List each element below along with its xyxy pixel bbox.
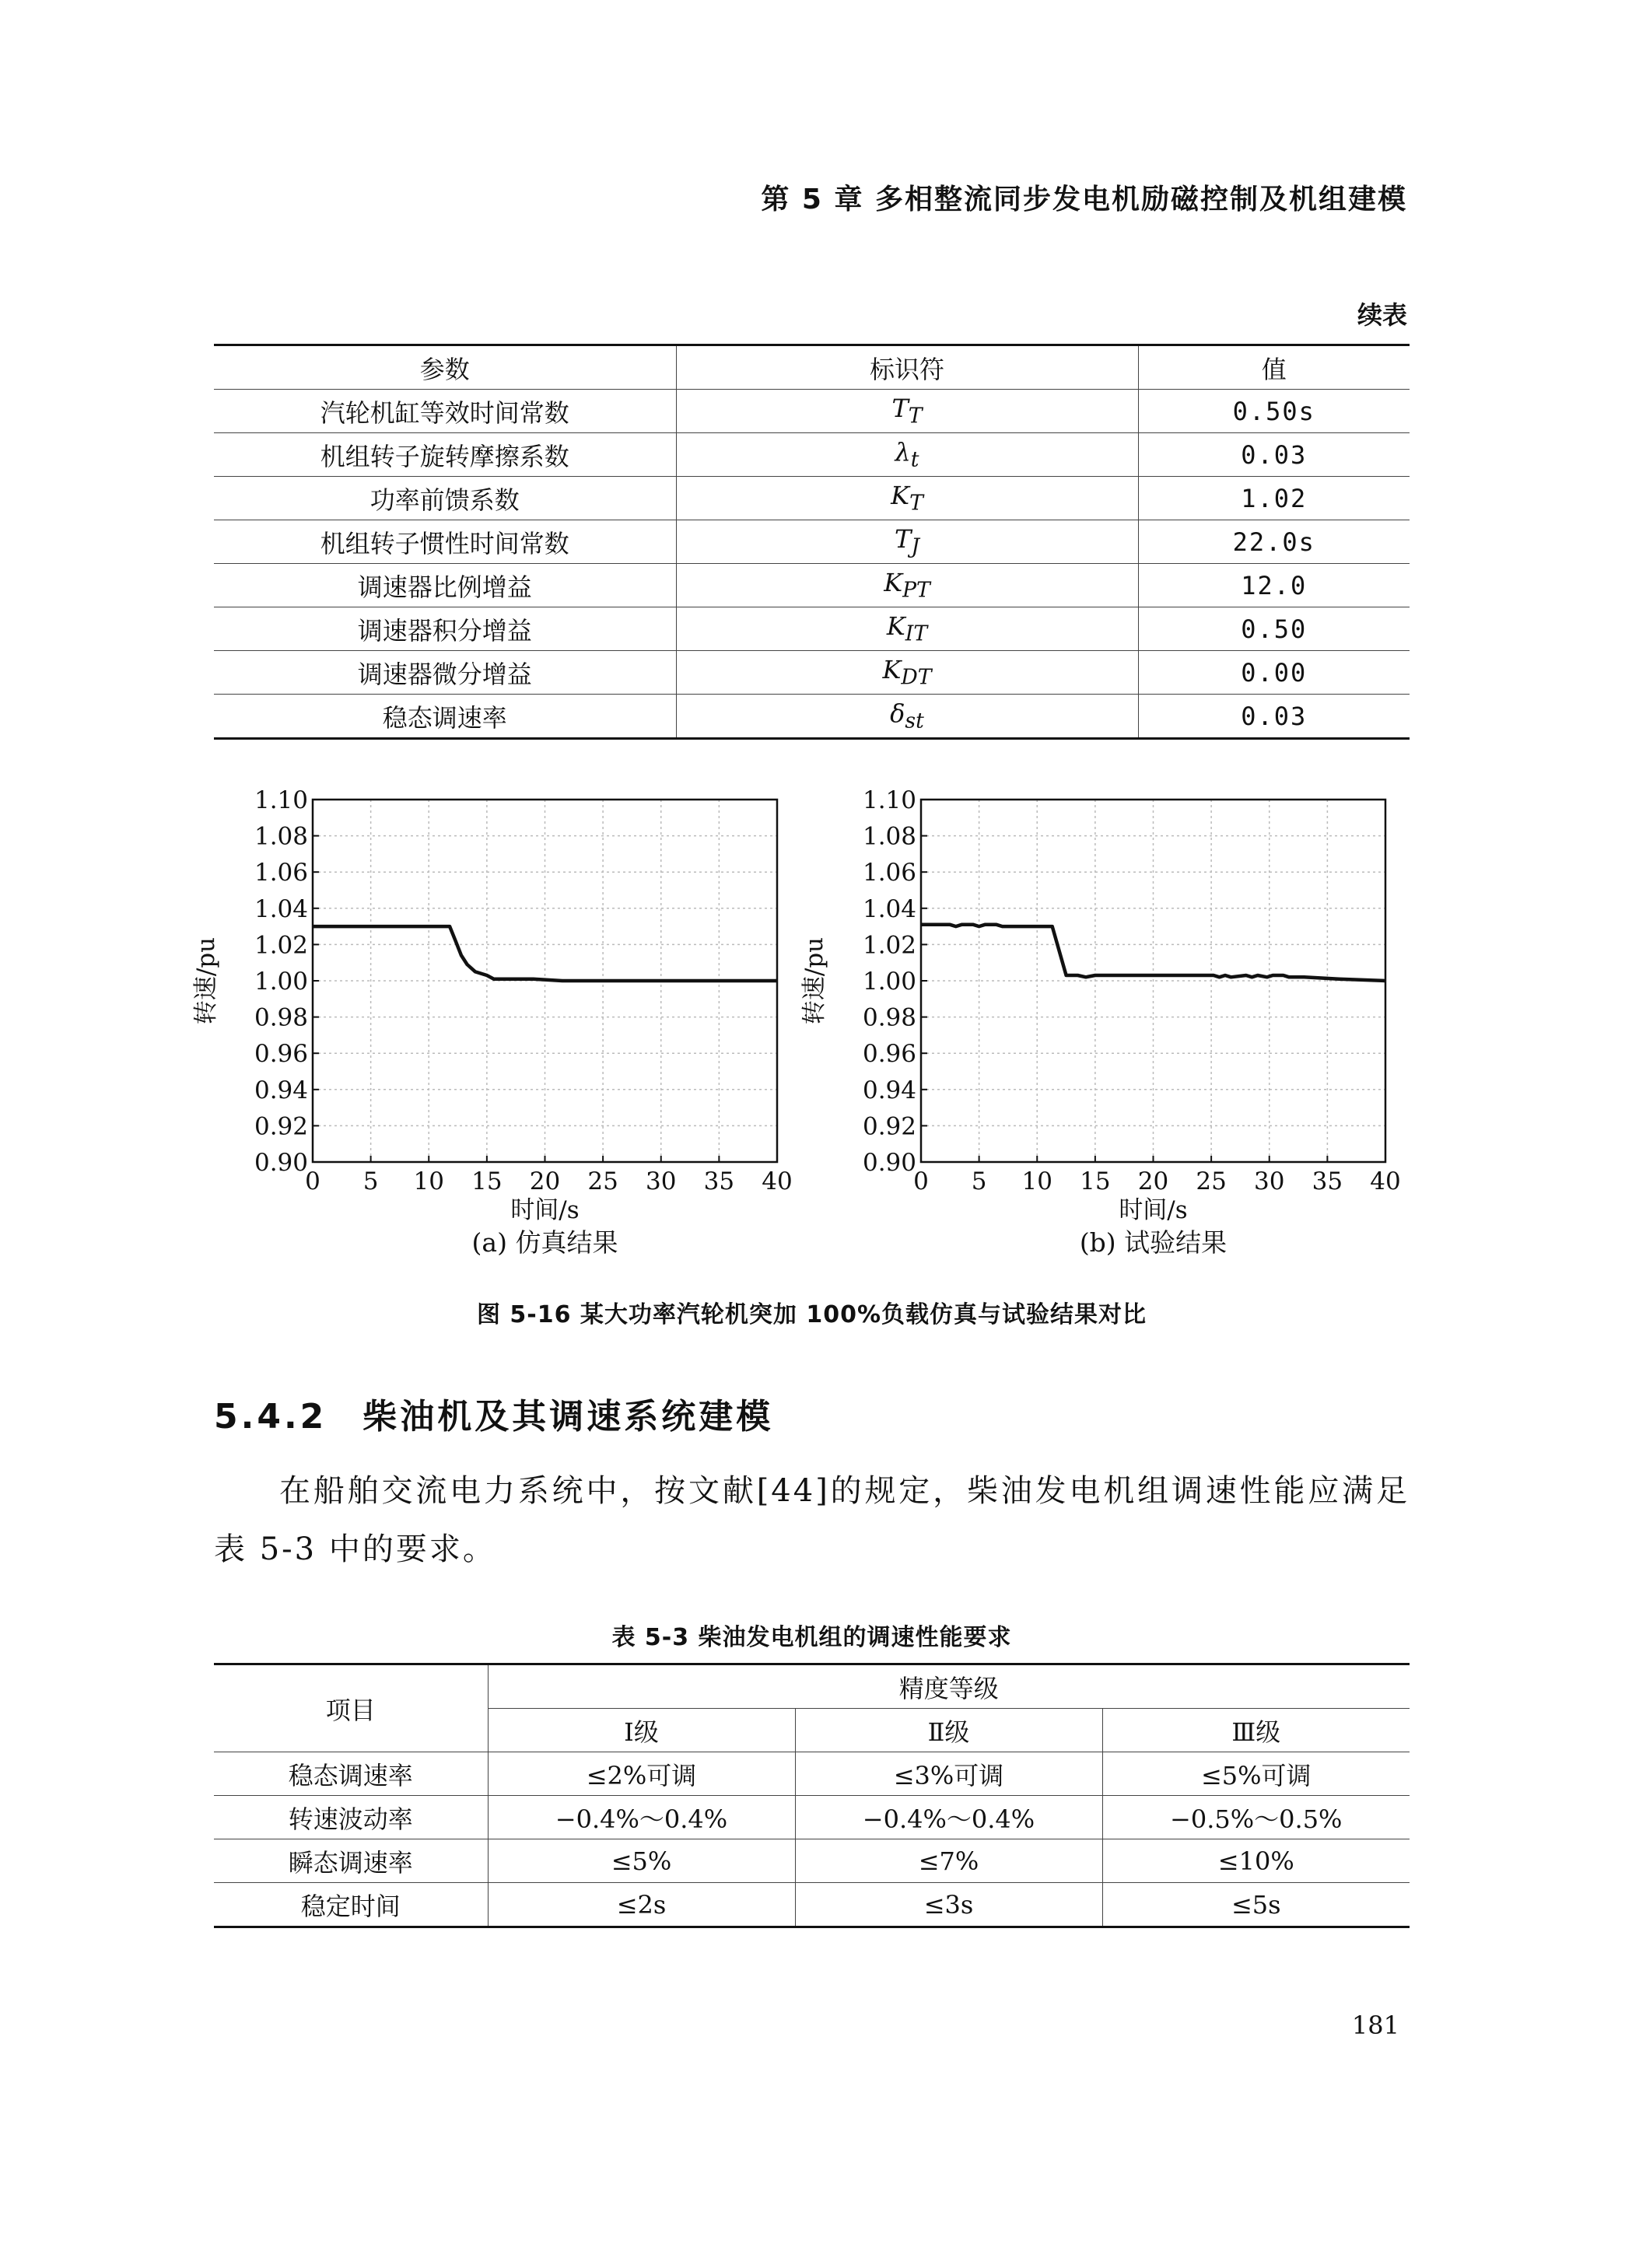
param-name: 调速器微分增益 bbox=[214, 651, 676, 695]
x-tick-label: 40 bbox=[1370, 1167, 1401, 1195]
y-tick-label: 1.06 bbox=[862, 859, 916, 887]
column-header-grade: Ⅰ级 bbox=[488, 1709, 795, 1752]
y-tick-label: 1.10 bbox=[862, 786, 916, 814]
y-axis-label: 转速/pu bbox=[192, 936, 220, 1025]
y-tick-label: 0.96 bbox=[862, 1040, 916, 1069]
param-value: 0.03 bbox=[1138, 433, 1410, 477]
column-header: 值 bbox=[1138, 345, 1410, 390]
symbol-base: K bbox=[891, 481, 910, 511]
section-title: 柴油机及其调速系统建模 bbox=[362, 1397, 774, 1437]
y-tick-label: 0.92 bbox=[862, 1112, 916, 1141]
x-axis-label: 时间/s bbox=[1119, 1196, 1188, 1224]
y-tick-label: 1.00 bbox=[254, 968, 308, 996]
symbol-subscript: T bbox=[909, 491, 923, 516]
x-tick-label: 15 bbox=[1080, 1167, 1111, 1195]
y-tick-label: 0.92 bbox=[254, 1112, 308, 1141]
x-axis-label: 时间/s bbox=[510, 1196, 580, 1224]
symbol-subscript: PT bbox=[902, 578, 930, 603]
y-axis-label: 转速/pu bbox=[800, 936, 828, 1025]
symbol-base: λ bbox=[895, 437, 911, 467]
x-tick-label: 20 bbox=[529, 1167, 561, 1195]
symbol-subscript: DT bbox=[901, 665, 932, 690]
column-header: 标识符 bbox=[676, 345, 1138, 390]
spec-item: 瞬态调速率 bbox=[214, 1839, 488, 1883]
table-row bbox=[214, 1752, 1410, 1796]
column-header-item: 项目 bbox=[214, 1664, 488, 1752]
speed-regulation-table bbox=[214, 1663, 1410, 1928]
y-tick-label: 0.90 bbox=[862, 1149, 916, 1177]
spec-value: ≤2%可调 bbox=[488, 1752, 795, 1796]
figure-caption: 图 5-16 某大功率汽轮机突加 100%负载仿真与试验结果对比 bbox=[476, 1301, 1147, 1328]
y-tick-label: 0.96 bbox=[254, 1040, 308, 1069]
column-header-grade: Ⅱ级 bbox=[795, 1709, 1102, 1752]
table-row bbox=[214, 1883, 1410, 1927]
continued-label: 续表 bbox=[1357, 300, 1407, 330]
symbol-base: δ bbox=[890, 698, 905, 729]
table-row bbox=[214, 1796, 1410, 1839]
param-name: 调速器比例增益 bbox=[214, 564, 676, 607]
x-tick-label: 10 bbox=[1021, 1167, 1052, 1195]
body-paragraph: 在船舶交流电力系统中，按文献[44]的规定，柴油发电机组调速性能应满足表 5-3 中的要求。 bbox=[214, 1473, 1410, 1567]
table-row bbox=[214, 1839, 1410, 1883]
x-tick-label: 30 bbox=[646, 1167, 677, 1195]
subplot-title: (b) 试验结果 bbox=[1079, 1227, 1228, 1258]
x-tick-label: 25 bbox=[1196, 1167, 1227, 1195]
param-value: 0.03 bbox=[1138, 695, 1410, 739]
param-value: 22.0s bbox=[1138, 520, 1410, 564]
param-name: 功率前馈系数 bbox=[214, 477, 676, 520]
x-tick-label: 30 bbox=[1254, 1167, 1285, 1195]
symbol-subscript: t bbox=[910, 447, 919, 472]
symbol-base: K bbox=[886, 611, 905, 642]
symbol-subscript: st bbox=[905, 709, 924, 733]
spec-value: −0.4%～0.4% bbox=[488, 1796, 795, 1839]
symbol-subscript: T bbox=[908, 404, 923, 429]
y-tick-label: 0.98 bbox=[254, 1003, 308, 1032]
running-header: 第 5 章 多相整流同步发电机励磁控制及机组建模 bbox=[761, 184, 1407, 215]
table-caption: 表 5-3 柴油发电机组的调速性能要求 bbox=[611, 1624, 1012, 1651]
page-number: 181 bbox=[1351, 2011, 1399, 2040]
x-tick-label: 0 bbox=[305, 1167, 320, 1195]
spec-value: ≤3%可调 bbox=[795, 1752, 1102, 1796]
column-header-group: 精度等级 bbox=[488, 1664, 1410, 1709]
y-tick-label: 1.08 bbox=[862, 822, 916, 851]
symbol-subscript: IT bbox=[905, 621, 928, 646]
param-value: 0.00 bbox=[1138, 651, 1410, 695]
param-value: 12.0 bbox=[1138, 564, 1410, 607]
symbol-base: T bbox=[891, 394, 909, 424]
spec-value: ≤10% bbox=[1102, 1839, 1410, 1883]
spec-value: ≤5%可调 bbox=[1102, 1752, 1410, 1796]
symbol-subscript: J bbox=[911, 534, 920, 559]
x-tick-label: 5 bbox=[362, 1167, 379, 1195]
param-name: 调速器积分增益 bbox=[214, 607, 676, 651]
param-name: 机组转子旋转摩擦系数 bbox=[214, 433, 676, 477]
param-name: 汽轮机缸等效时间常数 bbox=[214, 390, 676, 433]
param-value: 1.02 bbox=[1138, 477, 1410, 520]
y-tick-label: 0.94 bbox=[862, 1076, 916, 1104]
y-tick-label: 1.04 bbox=[254, 894, 308, 923]
spec-value: ≤2s bbox=[488, 1883, 795, 1927]
x-tick-label: 25 bbox=[587, 1167, 618, 1195]
x-tick-label: 10 bbox=[413, 1167, 444, 1195]
spec-item: 稳态调速率 bbox=[214, 1752, 488, 1796]
spec-value: ≤3s bbox=[795, 1883, 1102, 1927]
param-name: 稳态调速率 bbox=[214, 695, 676, 739]
y-tick-label: 1.08 bbox=[254, 822, 308, 851]
spec-value: −0.4%～0.4% bbox=[795, 1796, 1102, 1839]
subplot-title: (a) 仿真结果 bbox=[471, 1227, 618, 1258]
x-tick-label: 35 bbox=[1312, 1167, 1343, 1195]
y-tick-label: 1.02 bbox=[254, 931, 308, 960]
section-number: 5.4.2 bbox=[214, 1397, 327, 1437]
column-header: 参数 bbox=[214, 345, 676, 390]
spec-value: ≤5% bbox=[488, 1839, 795, 1883]
x-tick-label: 15 bbox=[471, 1167, 503, 1195]
spec-item: 稳定时间 bbox=[214, 1883, 488, 1927]
y-tick-label: 1.00 bbox=[862, 968, 916, 996]
x-tick-label: 40 bbox=[762, 1167, 793, 1195]
param-name: 机组转子惯性时间常数 bbox=[214, 520, 676, 564]
x-tick-label: 20 bbox=[1137, 1167, 1169, 1195]
y-tick-label: 0.98 bbox=[862, 1003, 916, 1032]
spec-value: −0.5%～0.5% bbox=[1102, 1796, 1410, 1839]
spec-item: 转速波动率 bbox=[214, 1796, 488, 1839]
table-header-row bbox=[214, 1664, 1410, 1709]
y-tick-label: 0.94 bbox=[254, 1076, 308, 1104]
y-tick-label: 1.04 bbox=[862, 894, 916, 923]
symbol-base: K bbox=[884, 568, 903, 598]
symbol-base: K bbox=[882, 655, 902, 685]
y-tick-label: 0.90 bbox=[254, 1149, 308, 1177]
section-heading bbox=[214, 1388, 773, 1438]
spec-value: ≤7% bbox=[795, 1839, 1102, 1883]
param-value: 0.50 bbox=[1138, 607, 1410, 651]
column-header-grade: Ⅲ级 bbox=[1102, 1709, 1410, 1752]
symbol-base: T bbox=[894, 524, 912, 555]
y-tick-label: 1.02 bbox=[862, 931, 916, 960]
x-tick-label: 0 bbox=[913, 1167, 929, 1195]
y-tick-label: 1.10 bbox=[254, 786, 308, 814]
spec-value: ≤5s bbox=[1102, 1883, 1410, 1927]
param-value: 0.50s bbox=[1138, 390, 1410, 433]
x-tick-label: 5 bbox=[971, 1167, 987, 1195]
x-tick-label: 35 bbox=[703, 1167, 735, 1195]
y-tick-label: 1.06 bbox=[254, 859, 308, 887]
